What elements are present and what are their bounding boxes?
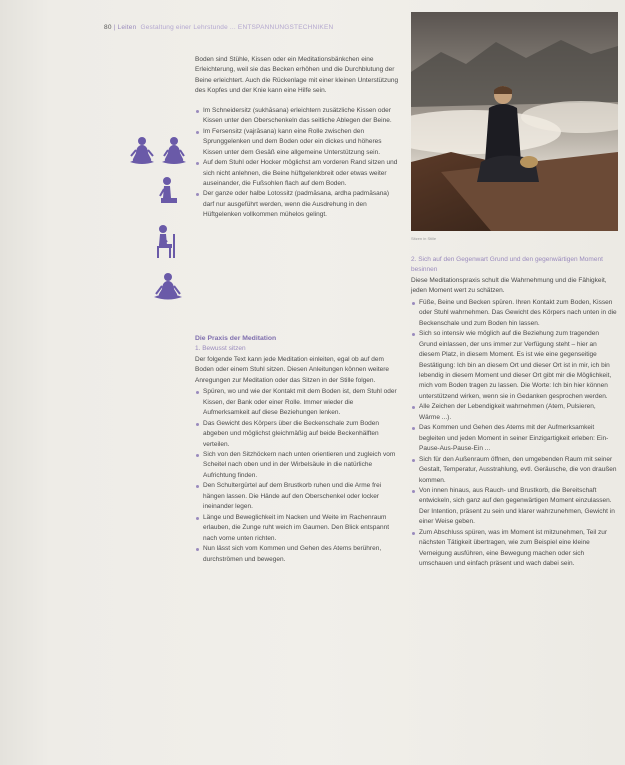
paragraph-seat-aids: Boden sind Stühle, Kissen oder ein Meditationsbänkchen eine Erleichterung, weil sie das Becken erhöhen und die Durchblutung der Beine erleichtert. Auch die Rückenlage mit einer kleinen Unterstützung des Kopfes und der Knie kann eine Hilfe sein. [195,56,399,95]
list-item: Von innen hinaus, aus Rauch- und Brustkorb, die Bereitschaft entwickeln, sich ganz auf den gegenwärtigen Moment einzulassen. Der Intention, präsent zu sein und klarer wahrzunehmen, Gewicht in einer Weise geben. [411,486,618,528]
list-item: Spüren, wo und wie der Kontakt mit dem Boden ist, dem Stuhl oder Kissen, der Bank oder einer Rolle. Immer wieder die Aufmerksamkeit auf diese Beziehungen lenken. [195,387,400,418]
cross-legged-figure-icon [127,136,157,166]
list-item: Sich so intensiv wie möglich auf die Beziehung zum tragenden Grund einlassen, der uns immer zur Verfügung steht – hier an diesem Platz, in diesem Moment. Es ist wie eine gegenseitige Bestätigung: Ich bin an diesem Ort und dieser Ort ist in mir, ich bin lebendig in diesem Moment und dieser Ort gibt mir die Möglichkeit, mich vom Boden tragen zu lassen. Die Worte: Ich bin hier können unterstützend wirken, wenn sie in Gedanken gesprochen werden. [411,329,618,402]
header-section: Leiten [117,24,137,31]
step1-heading: 1. Bewusst sitzen [195,345,246,353]
meditation-photo-image [411,12,618,231]
header-separator: | [113,24,116,31]
meditation-photo [411,12,618,231]
kneeling-figure-icon [159,136,189,166]
list-item: Im Schneidersitz (sukhāsana) erleichtern zusätzliche Kissen oder Kissen unter den Oberschenkeln das seitliche Ablegen der Beine. [195,106,400,127]
left-column-bottom [195,334,400,565]
page-number: 80 [104,24,112,31]
list-item: Füße, Beine und Becken spüren. Ihren Kontakt zum Boden, Kissen oder Stuhl wahrnehmen. Das Gewicht des Körpers nach unten in die Beckenschale und zum Boden hin lassen. [411,298,618,329]
step2-intro: Diese Meditationspraxis schult die Wahrnehmung und die Fähigkeit, jeden Moment wert zu schätzen. [411,276,607,295]
section-heading-praxis: Die Praxis der Meditation [195,335,277,342]
list-item: Den Schultergürtel auf dem Brustkorb ruhen und die Arme frei hängen lassen. Die Hände auf den Oberschenkel oder locker ineinander legen. [195,481,400,512]
lotus-figure-icon [152,272,184,302]
step1-bullet-list [195,387,400,565]
list-item: Der ganze oder halbe Lotossitz (padmāsana, ardha padmāsana) darf nur ausgeführt werden, wenn die Ausdrehung in den Hüftgelenken vollkommen mühelos gelingt. [195,189,400,220]
list-item: Nun lässt sich vom Kommen und Gehen des Atems berühren, durchströmen und bewegen. [195,544,400,565]
list-item: Länge und Beweglichkeit im Nacken und Weite im Rachenraum erlauben, die Zunge ruht weich im Gaumen. Den Blick entspannt nach vorne unten richten. [195,513,400,544]
step2-heading: 2. Sich auf den Gegenwart Grund und den gegenwärtigen Moment besinnen [411,256,603,274]
list-item: Alle Zeichen der Lebendigkeit wahrnehmen (Atem, Pulsieren, Wärme ...). [411,402,618,423]
step2-bullet-list [411,298,618,570]
list-item: Sich von den Sitzhöckern nach unten orientieren und zugleich vom Scheitel nach oben und in der Wirbelsäule in die natürliche Aufrichtung finden. [195,450,400,481]
list-item: Das Kommen und Gehen des Atems mit der Aufmerksamkeit begleiten und jeden Moment in seiner Einzigartigkeit erleben: Ein-Pause-Aus-Pause-Ein ... [411,423,618,454]
header-chapter: Gestaltung einer Lehrstunde ... ENTSPANNUNGSTECHNIKEN [140,24,334,31]
right-column [411,255,618,570]
photo-caption: Sitzen in Stille [411,236,437,241]
running-header [104,24,333,31]
list-item: Auf dem Stuhl oder Hocker möglichst am vorderen Rand sitzen und sich nicht anlehnen, die Beine hüftgelenkbreit oder etwas weiter auseinander, die Fußsohlen flach auf dem Boden. [195,158,400,189]
list-item: Im Fersensitz (vajrāsana) kann eine Rolle zwischen den Sprunggelenken und dem Boden oder ein dickes und höheres Kissen unter dem Gesäß eine allgemeine Unterstützung sein. [195,127,400,158]
kneeling-side-figure-icon [155,176,181,208]
step1-intro: Der folgende Text kann jede Meditation einleiten, egal ob auf dem Boden oder einem Stuhl sitzen. Diesen Anleitungen können weitere Anregungen zur Meditation oder das Sitzen in der Stille folgen. [195,355,390,384]
seat-bullet-list [195,106,400,221]
list-item: Sich für den Außenraum öffnen, den umgebenden Raum mit seiner Gestalt, Temperatur, Ausstrahlung, evtl. Geräusche, die von draußen kommen. [411,455,618,486]
left-column-top [195,55,400,221]
list-item: Zum Abschluss spüren, was im Moment ist mitzunehmen, Teil zur nächsten Tätigkeit übertragen, wie zum Beispiel eine kleine Verneigung ausführen, eine Bewegung machen oder sich umschauen und einfach präsent und wach dabei sein. [411,528,618,570]
chair-sitting-figure-icon [152,224,182,260]
list-item: Das Gewicht des Körpers über die Beckenschale zum Boden abgeben und möglichst gleichmäßig auf beide Beckenhälften verteilen. [195,419,400,450]
